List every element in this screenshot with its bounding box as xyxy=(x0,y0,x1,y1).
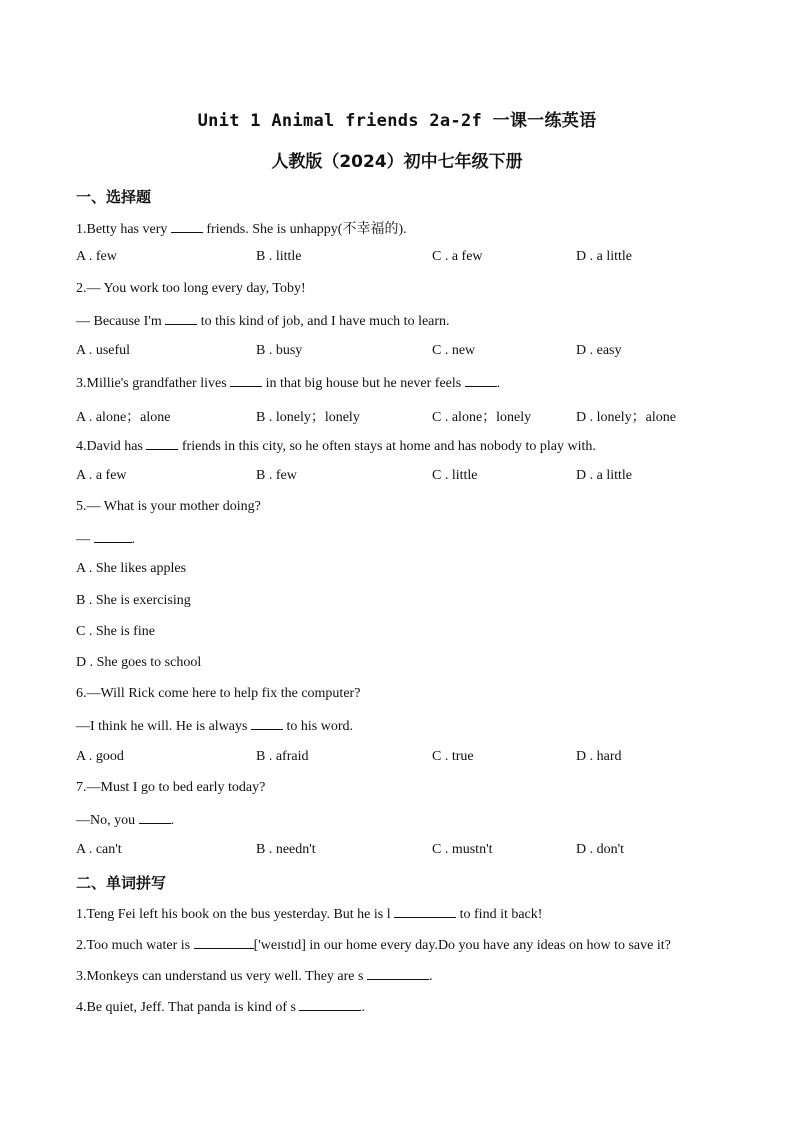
question-5-line-2: — . xyxy=(76,532,135,547)
question-7-line-2: —No, you . xyxy=(76,813,175,828)
question-3-stem: 3.Millie's grandfather lives in that big house but he never feels . xyxy=(76,376,501,391)
q7-option-d[interactable]: D . don't xyxy=(576,842,625,857)
q7-option-b[interactable]: B . needn't xyxy=(256,842,316,857)
q1-option-b[interactable]: B . little xyxy=(256,249,302,264)
question-1-stem: 1.Betty has very friends. She is unhappy(不幸福的). xyxy=(76,222,407,237)
answer-blank[interactable] xyxy=(146,437,178,450)
q4-option-c[interactable]: C . little xyxy=(432,468,478,483)
q5-option-b[interactable]: B . She is exercising xyxy=(76,593,191,608)
question-6-line-1: 6.—Will Rick come here to help fix the computer? xyxy=(76,686,361,701)
worksheet-subtitle: 人教版（2024）初中七年级下册 xyxy=(271,152,523,172)
answer-blank[interactable] xyxy=(299,998,361,1011)
q4-option-d[interactable]: D . a little xyxy=(576,468,632,483)
q1-option-c[interactable]: C . a few xyxy=(432,249,483,264)
answer-blank[interactable] xyxy=(139,811,171,824)
q6-option-c[interactable]: C . true xyxy=(432,749,474,764)
question-2-line-1: 2.— You work too long every day, Toby! xyxy=(76,281,306,296)
question-2-line-2: — Because I'm to this kind of job, and I have much to learn. xyxy=(76,314,450,329)
q5-option-c[interactable]: C . She is fine xyxy=(76,624,155,639)
q3-option-b[interactable]: B . lonely；lonely xyxy=(256,410,360,425)
answer-blank[interactable] xyxy=(251,717,283,730)
answer-blank[interactable] xyxy=(165,312,197,325)
answer-blank[interactable] xyxy=(171,220,203,233)
worksheet-title xyxy=(0,106,794,131)
spelling-question-3: 3.Monkeys can understand us very well. They are s . xyxy=(76,969,433,984)
q1-option-a[interactable]: A . few xyxy=(76,249,117,264)
q6-option-b[interactable]: B . afraid xyxy=(256,749,309,764)
spelling-question-1: 1.Teng Fei left his book on the bus yesterday. But he is l to find it back! xyxy=(76,907,543,922)
q5-option-a[interactable]: A . She likes apples xyxy=(76,561,187,576)
answer-blank[interactable] xyxy=(194,936,254,949)
title-chinese: 一课一练英语 xyxy=(492,111,597,131)
q2-option-a[interactable]: A . useful xyxy=(76,343,131,358)
q7-option-a[interactable]: A . can't xyxy=(76,842,122,857)
q2-option-b[interactable]: B . busy xyxy=(256,343,303,358)
answer-blank[interactable] xyxy=(465,374,497,387)
spelling-question-2: 2.Too much water is ['weɪstɪd] in our home every day.Do you have any ideas on how to save it? xyxy=(76,938,671,953)
q3-option-c[interactable]: C . alone；lonely xyxy=(432,410,532,425)
q2-option-d[interactable]: D . easy xyxy=(576,343,622,358)
q5-option-d[interactable]: D . She goes to school xyxy=(76,655,202,670)
question-7-line-1: 7.—Must I go to bed early today? xyxy=(76,780,266,795)
q6-option-d[interactable]: D . hard xyxy=(576,749,622,764)
answer-blank[interactable] xyxy=(367,967,429,980)
question-4-stem: 4.David has friends in this city, so he often stays at home and has nobody to play with. xyxy=(76,439,596,454)
q2-option-c[interactable]: C . new xyxy=(432,343,476,358)
answer-blank[interactable] xyxy=(394,905,456,918)
section-heading-spelling: 二、单词拼写 xyxy=(76,874,167,892)
q7-option-c[interactable]: C . mustn't xyxy=(432,842,493,857)
question-6-line-2: —I think he will. He is always to his word. xyxy=(76,719,353,734)
answer-blank[interactable] xyxy=(94,530,132,543)
q3-option-a[interactable]: A . alone；alone xyxy=(76,410,171,425)
title-english: Unit 1 Animal friends 2a-2f xyxy=(197,111,493,131)
question-5-line-1: 5.— What is your mother doing? xyxy=(76,499,261,514)
answer-blank[interactable] xyxy=(230,374,262,387)
q1-option-d[interactable]: D . a little xyxy=(576,249,632,264)
spelling-question-4: 4.Be quiet, Jeff. That panda is kind of s . xyxy=(76,1000,365,1015)
q6-option-a[interactable]: A . good xyxy=(76,749,124,764)
q4-option-b[interactable]: B . few xyxy=(256,468,297,483)
section-heading-choice: 一、选择题 xyxy=(76,188,152,206)
q4-option-a[interactable]: A . a few xyxy=(76,468,127,483)
q3-option-d[interactable]: D . lonely；alone xyxy=(576,410,676,425)
